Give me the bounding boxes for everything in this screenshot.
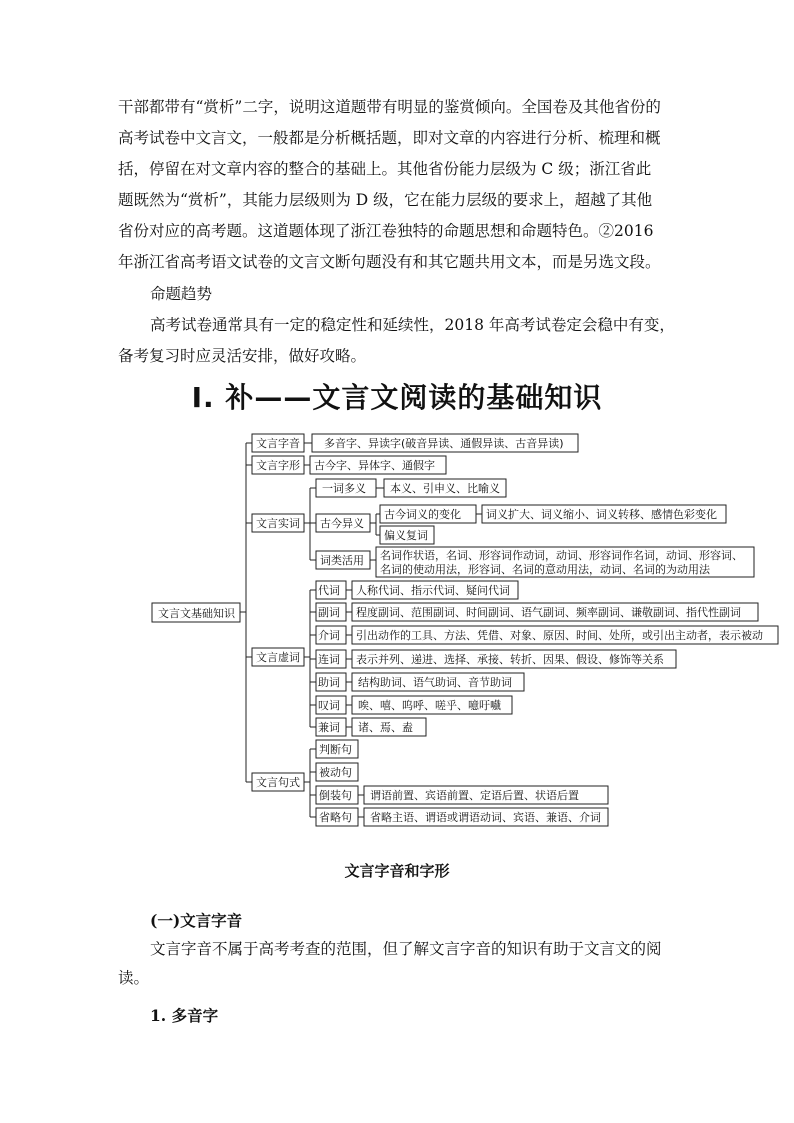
- sub-label: 叹词: [318, 699, 340, 712]
- text-line: 题既然为“赏析”，其能力层级则为 D 级，它在能力层级的要求上，超越了其他: [118, 191, 653, 209]
- text-line: 省份对应的高考题。这道题体现了浙江卷独特的命题思想和命题特色。②2016: [118, 222, 654, 240]
- part-section: [118, 906, 678, 1030]
- branch-label: 文言字形: [256, 459, 300, 472]
- subsection-title: 文言字音和字形: [344, 862, 450, 880]
- sub-label: 副词: [318, 606, 340, 619]
- sub-label: 古今异义: [320, 517, 364, 530]
- content-label: 词义扩大、词义缩小、词义转移、感情色彩变化: [486, 508, 717, 521]
- branch-label: 文言实词: [256, 517, 300, 530]
- section-title: Ⅰ. 补——文言文阅读的基础知识: [191, 381, 603, 414]
- sub-label: 古今词义的变化: [384, 508, 461, 521]
- sub-label: 兼词: [318, 721, 340, 734]
- knowledge-tree-diagram: [0, 425, 794, 845]
- branch-label: 文言字音: [256, 437, 300, 450]
- content-label: 诸、焉、盍: [358, 721, 413, 734]
- text-line: 备考复习时应灵活安排，做好攻略。: [118, 347, 367, 365]
- content-label: 名词作状语，名词、形容词作动词，动词、形容词作名词，动词、形容词、: [380, 549, 743, 562]
- sub-label: 被动句: [319, 766, 352, 779]
- trend-heading: 命题趋势: [150, 285, 213, 303]
- content-label: 古今字、异体字、通假字: [314, 459, 435, 472]
- ju-shi-items: [316, 740, 608, 826]
- text-line: 读。: [118, 969, 150, 987]
- intro-paragraph: [118, 92, 678, 278]
- sub-label: 倒装句: [319, 789, 352, 802]
- content-label: 引出动作的工具、方法、凭借、对象、原因、时间、处所，或引出主动者，表示被动: [356, 629, 763, 642]
- sub-label: 连词: [318, 653, 340, 666]
- sub-label: 偏义复词: [384, 529, 428, 542]
- content-label: 多音字、异读字(破音异读、通假异读、古音异读): [324, 437, 564, 450]
- sub-label: 一词多义: [322, 482, 366, 495]
- content-label: 谓语前置、宾语前置、定语后置、状语后置: [370, 789, 579, 802]
- xu-ci-items: [316, 581, 778, 736]
- sub-label: 判断句: [319, 743, 352, 756]
- part-heading: (一)文言字音: [150, 911, 243, 930]
- sub-label: 代词: [318, 584, 340, 597]
- text-line: 干部都带有“赏析”二字，说明这道题带有明显的鉴赏倾向。全国卷及其他省份的: [118, 98, 661, 116]
- sub-label: 省略句: [319, 811, 352, 824]
- sub-label: 词类活用: [320, 554, 364, 567]
- content-label: 省略主语、谓语或谓语动词、宾语、兼语、介词: [370, 811, 601, 824]
- root-label: 文言文基础知识: [158, 607, 235, 620]
- text-line: 高考试卷中文言文，一般都是分析概括题，即对文章的内容进行分析、梳理和概: [118, 129, 661, 147]
- branch-label: 文言句式: [256, 776, 300, 789]
- trend-section: [118, 279, 678, 372]
- text-line: 年浙江省高考语文试卷的文言文断句题没有和其它题共用文本，而是另选文段。: [118, 253, 661, 271]
- sub-label: 介词: [318, 629, 340, 642]
- text-line: 文言字音不属于高考考查的范围，但了解文言字音的知识有助于文言文的阅: [150, 940, 662, 958]
- text-line: 括，停留在对文章内容的整合的基础上。其他省份能力层级为 C 级；浙江省此: [118, 160, 652, 178]
- sub-label: 助词: [318, 676, 340, 689]
- content-label: 人称代词、指示代词、疑问代词: [356, 584, 510, 597]
- content-label: 名词的使动用法，形容词、名词的意动用法，动词、名词的为动用法: [380, 563, 710, 576]
- content-label: 唉、嘻、呜呼、嗟乎、噫吁嚱: [358, 699, 501, 712]
- content-label: 表示并列、递进、选择、承接、转折、因果、假设、修饰等关系: [356, 653, 664, 666]
- branch-label: 文言虚词: [256, 651, 300, 664]
- content-label: 结构助词、语气助词、音节助词: [358, 676, 512, 689]
- content-label: 本义、引申义、比喻义: [390, 482, 500, 495]
- item-heading: 1. 多音字: [150, 1006, 219, 1025]
- content-label: 程度副词、范围副词、时间副词、语气副词、频率副词、谦敬副词、指代性副词: [356, 606, 741, 619]
- text-line: 高考试卷通常具有一定的稳定性和延续性，2018 年高考试卷定会稳中有变，: [150, 316, 675, 334]
